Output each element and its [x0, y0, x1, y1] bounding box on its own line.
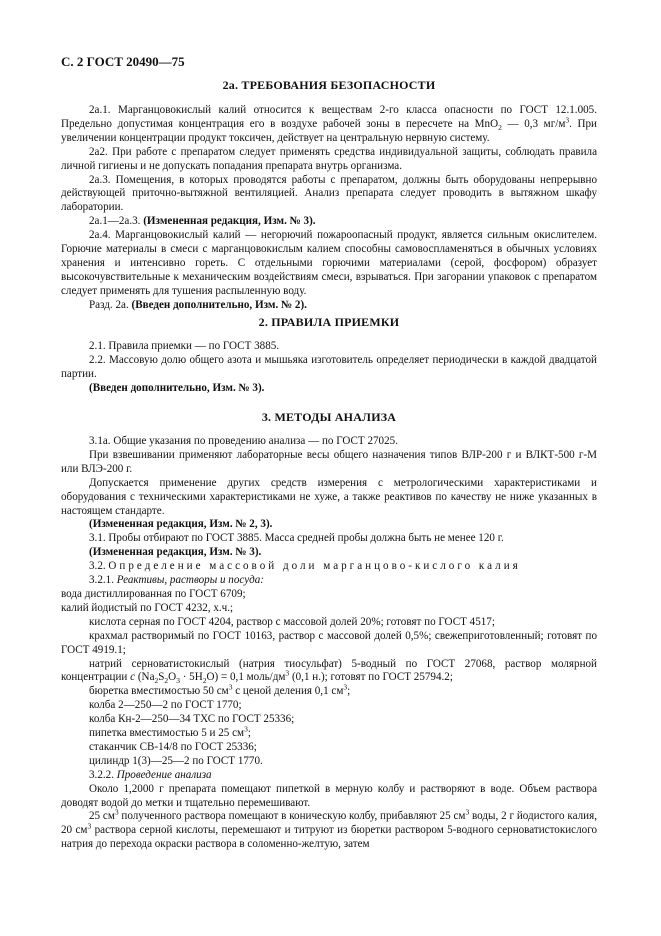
superscript: 3 — [228, 682, 233, 692]
superscript: 3 — [244, 724, 248, 734]
subscript: 2 — [164, 676, 169, 686]
italic-subheading: Реактивы, растворы и посуда: — [116, 574, 264, 587]
text: — 0,3 мг/м — [501, 117, 566, 130]
paragraph-2a-1 — [61, 104, 597, 146]
subscript: 2 — [498, 123, 502, 133]
section-2-title: 2. ПРАВИЛА ПРИЕМКИ — [258, 315, 400, 329]
paragraph-procedure-1: Около 1,2000 г препарата помещают пипеткой в мерную колбу и растворяют в воде. Объем раствора доводят водой до метки и тщательно перемешивают. — [61, 782, 597, 809]
list-item: стаканчик СВ-14/8 по ГОСТ 25336; — [89, 740, 257, 753]
list-item: кислота серная по ГОСТ 4204, раствор с массовой долей 20%; готовят по ГОСТ 4517; — [89, 615, 495, 628]
text: 2а.1—2а.3. — [89, 215, 144, 228]
text: полученного раствора помещают в коническую колбу, прибавляют 25 см — [118, 810, 466, 823]
list-item — [61, 724, 597, 741]
section-2a-body — [61, 104, 597, 313]
text: ; — [247, 727, 251, 740]
paragraph-3-1a: 3.1а. Общие указания по проведению анализа — по ГОСТ 27025. — [89, 435, 398, 447]
text: c — [130, 671, 136, 684]
text: с ценой деления 0,1 см — [232, 685, 344, 698]
spaced-subheading: Определение массовой доли марганцово-кислого калия — [108, 560, 521, 573]
text: воды, 2 г йодистого калия, 20 см — [61, 810, 597, 837]
text: S — [158, 671, 165, 684]
subscript: 2 — [154, 676, 159, 686]
text: O) = 0,1 моль/дм — [206, 671, 286, 684]
paragraph-3-allowed: Допускается применение других средств измерения с метрологическими характеристиками и оборудования с техническими характеристиками не хуже, а также реактивов по качеству не ниже указанных в настоящем стандарте. — [61, 476, 597, 517]
section-3-body — [61, 435, 597, 852]
paragraph-2a-amend — [61, 215, 597, 229]
text: (Na — [135, 671, 155, 684]
amendment-note: (Измененная редакция, Изм. № 3). — [143, 215, 316, 228]
text: (0,1 н.); готовят по ГОСТ 25794.2; — [289, 671, 453, 684]
subscript: 2 — [202, 676, 207, 686]
text: · 5H — [179, 671, 203, 684]
text: O — [168, 671, 177, 684]
superscript: 3 — [565, 115, 570, 125]
list-item — [61, 658, 597, 686]
list-item: калий йодистый по ГОСТ 4232, х.ч.; — [61, 601, 234, 614]
text: 3.2.1. — [89, 574, 117, 587]
text: пипетка вместимостью 5 и 25 см — [89, 727, 245, 740]
italic-subheading: Проведение анализа — [116, 768, 212, 781]
text: 3.2. — [89, 560, 109, 573]
paragraph-3-scales: При взвешивании применяют лабораторные весы общего назначения типов ВЛР-200 г и ВЛКТ-500 г-М или ВЛЭ-200 г. — [61, 448, 597, 475]
page-header: С. 2 ГОСТ 20490—75 — [61, 54, 185, 69]
paragraph-procedure-2 — [61, 807, 598, 852]
text: Разд. 2а. — [89, 298, 132, 311]
text: бюретка вместимостью 50 см — [89, 685, 229, 698]
paragraph-2-amend: (Введен дополнительно, Изм. № 3). — [89, 381, 265, 394]
superscript: 3 — [465, 807, 470, 817]
paragraph-2a-section-note — [61, 299, 597, 313]
text: 3.2.2. — [89, 768, 117, 781]
text: . При увеличении концентрации продукт токсичен, действует на центральную нервную систему. — [61, 117, 597, 144]
paragraph-3-2-2 — [61, 769, 597, 783]
paragraph-2a-4: 2а.4. Марганцовокислый калий — негорючий пожароопасный продукт, является сильным окислителем. Горючие материалы в смеси с марганцовокислым калием способны самовоспламеняться в обычных условиях хранения и интенсивно гореть. С отдельными горючими материалами (серой, фосфором) образует высокочувствительные к механическим воздействиям смеси, взрываться. При загорании упаковок с препаратом следует применять для тушения распыленную воду. — [61, 229, 597, 297]
section-2-body — [61, 340, 597, 396]
subscript: 3 — [176, 676, 180, 686]
list-item — [61, 682, 597, 699]
paragraph-3-amend-2: (Измененная редакция, Изм. № 3). — [89, 546, 262, 559]
section-3-title: 3. МЕТОДЫ АНАЛИЗА — [261, 410, 397, 424]
list-item: крахмал растворимый по ГОСТ 10163, раствор с массовой долей 0,5%; свежеприготовленный; готовят по ГОСТ 4919.1; — [61, 629, 597, 656]
paragraph-3-1: 3.1. Пробы отбирают по ГОСТ 3885. Масса средней пробы должна быть не менее 120 г. — [89, 532, 504, 545]
list-item: колба Кн-2—250—34 ТХС по ГОСТ 25336; — [89, 713, 295, 726]
paragraph-3-2 — [61, 560, 597, 574]
list-item: вода дистиллированная по ГОСТ 6709; — [61, 587, 246, 600]
list-item: колба 2—250—2 по ГОСТ 1770; — [89, 699, 242, 712]
paragraph-2a-3: 2а.3. Помещения, в которых проводятся работы с препаратом, должны быть оборудованы непрерывно действующей приточно-вытяжной вентиляцией. Анализ препарата следует проводить в вытяжном шкафу лаборатории. — [61, 173, 597, 214]
paragraph-2a-2: 2а2. При работе с препаратом следует применять средства индивидуальной защиты, соблюдать правила личной гигиены и не допускать попадания препарата внутрь организма. — [61, 145, 597, 172]
text: 2а.1. Марганцовокислый калий относится к веществам 2-го класса опасности по ГОСТ 12.1.005. Предельно допустимая концентрация его в воздухе рабочей зоны в пересчете на MnO — [61, 104, 597, 130]
superscript: 3 — [114, 807, 119, 817]
section-2a-title: 2а. ТРЕБОВАНИЯ БЕЗОПАСНОСТИ — [222, 78, 436, 92]
superscript: 3 — [87, 821, 92, 831]
text: раствора серной кислоты, перемешают и титруют из бюретки раствором 5-водного серноватистокислого натрия до перехода окраски раствора в соломенно-желтую, затем — [61, 824, 598, 851]
text: 25 см — [89, 810, 115, 823]
paragraph-2-2: 2.2. Массовую долю общего азота и мышьяка изготовитель определяет периодически в каждой двадцатой партии. — [61, 353, 597, 380]
amendment-note: (Введен дополнительно, Изм. № 2). — [131, 298, 307, 311]
paragraph-2-1: 2.1. Правила приемки — по ГОСТ 3885. — [89, 340, 280, 352]
text: натрий серноватистокислый (натрия тиосульфат) 5-водный по ГОСТ 27068, раствор молярной концентрации — [61, 657, 597, 684]
paragraph-3-amend-1: (Измененная редакция, Изм. № 2, 3). — [89, 518, 273, 531]
superscript: 3 — [343, 682, 348, 692]
text: ; — [347, 685, 351, 698]
paragraph-3-2-1 — [61, 574, 597, 588]
superscript: 3 — [285, 668, 290, 678]
list-item: цилиндр 1(3)—25—2 по ГОСТ 1770. — [89, 754, 263, 767]
